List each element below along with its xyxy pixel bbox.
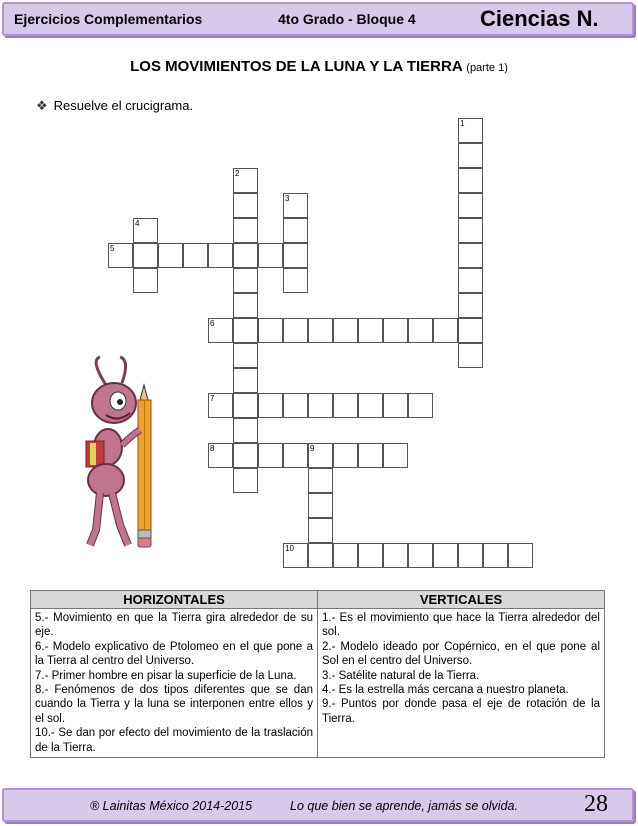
crossword-cell[interactable]	[408, 393, 433, 418]
clue-v3: 3.- Satélite natural de la Tierra.	[322, 669, 480, 682]
crossword-cell[interactable]	[458, 243, 483, 268]
crossword-cell[interactable]	[458, 118, 483, 143]
crossword-cell[interactable]	[383, 318, 408, 343]
footer-copyright: ® Lainitas México 2014-2015	[90, 799, 253, 813]
page-title	[0, 58, 638, 75]
crossword-cell[interactable]	[358, 393, 383, 418]
clue-number: 3	[285, 194, 290, 203]
crossword-cell[interactable]	[458, 193, 483, 218]
crossword-cell[interactable]	[283, 193, 308, 218]
crossword-cell[interactable]	[208, 318, 233, 343]
diamond-bullet-icon: ❖	[36, 98, 48, 113]
crossword-cell[interactable]	[233, 468, 258, 493]
crossword-cell[interactable]	[333, 443, 358, 468]
crossword-cell[interactable]	[308, 393, 333, 418]
title-main: LOS MOVIMIENTOS DE LA LUNA Y LA TIERRA	[130, 58, 463, 75]
crossword-cell[interactable]	[283, 243, 308, 268]
clue-h5: 5.- Movimiento en que la Tierra gira alrededor de su eje.	[35, 612, 313, 639]
crossword-cell[interactable]	[383, 393, 408, 418]
crossword-cell[interactable]	[233, 418, 258, 443]
crossword-cell[interactable]	[283, 318, 308, 343]
crossword-cell[interactable]	[408, 318, 433, 343]
ant-mascot-illustration	[70, 355, 180, 555]
clue-h8: 8.- Fenómenos de dos tipos diferentes que se dan cuando la Tierra y la luna se interponen entre ellos y el sol.	[35, 684, 313, 725]
crossword-cell[interactable]	[158, 243, 183, 268]
crossword-cell[interactable]	[333, 318, 358, 343]
clue-number: 9	[310, 444, 315, 453]
vertical-header: VERTICALES	[318, 591, 605, 609]
crossword-cell[interactable]	[133, 268, 158, 293]
crossword-cell[interactable]	[258, 318, 283, 343]
clue-v9: 9.- Puntos por donde pasa el eje de rotación de la Tierra.	[322, 698, 600, 725]
crossword-cell[interactable]	[308, 468, 333, 493]
crossword-cell[interactable]	[458, 268, 483, 293]
crossword-cell[interactable]	[333, 393, 358, 418]
crossword-cell[interactable]	[283, 218, 308, 243]
crossword-cell[interactable]	[233, 243, 258, 268]
crossword-cell[interactable]	[483, 543, 508, 568]
crossword-cell[interactable]	[433, 318, 458, 343]
crossword-cell[interactable]	[458, 218, 483, 243]
crossword-cell[interactable]	[208, 243, 233, 268]
horizontal-header: HORIZONTALES	[31, 591, 318, 609]
crossword-cell[interactable]	[233, 343, 258, 368]
instruction-text: Resuelve el crucigrama.	[53, 98, 194, 113]
clue-h10: 10.- Se dan por efecto del movimiento de la traslación de la Tierra.	[35, 727, 313, 754]
crossword-cell[interactable]	[233, 368, 258, 393]
crossword-cell[interactable]	[133, 243, 158, 268]
crossword-cell[interactable]	[133, 218, 158, 243]
crossword-cell[interactable]	[458, 318, 483, 343]
instruction	[36, 98, 193, 114]
crossword-cell[interactable]	[233, 318, 258, 343]
crossword-cell[interactable]	[283, 443, 308, 468]
clue-v2: 2.- Modelo ideado por Copérnico, en el que pone al Sol en el centro del Universo.	[322, 640, 600, 668]
crossword-cell[interactable]	[458, 543, 483, 568]
crossword-cell[interactable]	[233, 193, 258, 218]
clue-v1: 1.- Es el movimiento que hace la Tierra alrededor del sol.	[322, 612, 600, 639]
clue-number: 2	[235, 169, 240, 178]
title-sub: (parte 1)	[466, 62, 508, 74]
crossword-cell[interactable]	[308, 543, 333, 568]
crossword-cell[interactable]	[208, 393, 233, 418]
crossword-cell[interactable]	[458, 168, 483, 193]
crossword-cell[interactable]	[458, 293, 483, 318]
crossword-cell[interactable]	[258, 243, 283, 268]
clue-v4: 4.- Es la estrella más cercana a nuestro planeta.	[322, 684, 569, 697]
clue-number: 10	[285, 544, 294, 553]
crossword-cell[interactable]	[308, 518, 333, 543]
crossword-cell[interactable]	[458, 143, 483, 168]
horizontal-clues	[31, 609, 318, 758]
crossword-cell[interactable]	[258, 393, 283, 418]
clue-number: 5	[110, 244, 115, 253]
header-grade: 4to Grado - Bloque 4	[278, 11, 416, 27]
crossword-cell[interactable]	[433, 543, 458, 568]
crossword-cell[interactable]	[283, 268, 308, 293]
crossword-cell[interactable]	[208, 443, 233, 468]
crossword-cell[interactable]	[383, 543, 408, 568]
crossword-cell[interactable]	[408, 543, 433, 568]
crossword-cell[interactable]	[308, 493, 333, 518]
crossword-cell[interactable]	[308, 443, 333, 468]
footer-bar	[2, 788, 634, 822]
clue-h7: 7.- Primer hombre en pisar la superficie de la Luna.	[35, 669, 297, 682]
crossword-cell[interactable]	[233, 293, 258, 318]
clue-number: 1	[460, 119, 465, 128]
page-number: 28	[584, 791, 608, 817]
crossword-cell[interactable]	[458, 343, 483, 368]
clue-number: 8	[210, 444, 215, 453]
crossword-cell[interactable]	[308, 318, 333, 343]
header-bar	[2, 2, 634, 36]
header-course: Ciencias N.	[480, 6, 599, 31]
crossword-cell[interactable]	[283, 393, 308, 418]
crossword-cell[interactable]	[258, 443, 283, 468]
clues-table	[30, 590, 605, 758]
crossword-cell[interactable]	[233, 168, 258, 193]
crossword-cell[interactable]	[283, 543, 308, 568]
header-subject: Ejercicios Complementarios	[14, 11, 203, 27]
clue-number: 7	[210, 394, 215, 403]
footer-motto: Lo que bien se aprende, jamás se olvida.	[290, 799, 518, 813]
clue-number: 6	[210, 319, 215, 328]
crossword-cell[interactable]	[233, 443, 258, 468]
crossword-cell[interactable]	[383, 443, 408, 468]
crossword-cell[interactable]	[233, 218, 258, 243]
clue-number: 4	[135, 219, 140, 228]
crossword-cell[interactable]	[108, 243, 133, 268]
crossword-cell[interactable]	[233, 268, 258, 293]
crossword-cell[interactable]	[183, 243, 208, 268]
crossword-cell[interactable]	[508, 543, 533, 568]
crossword-cell[interactable]	[358, 543, 383, 568]
crossword-cell[interactable]	[358, 318, 383, 343]
crossword-cell[interactable]	[333, 543, 358, 568]
crossword-cell[interactable]	[358, 443, 383, 468]
clue-h6: 6.- Modelo explicativo de Ptolomeo en el que pone a la Tierra al centro del Universo.	[35, 640, 313, 668]
crossword-cell[interactable]	[233, 393, 258, 418]
vertical-clues	[318, 609, 605, 758]
